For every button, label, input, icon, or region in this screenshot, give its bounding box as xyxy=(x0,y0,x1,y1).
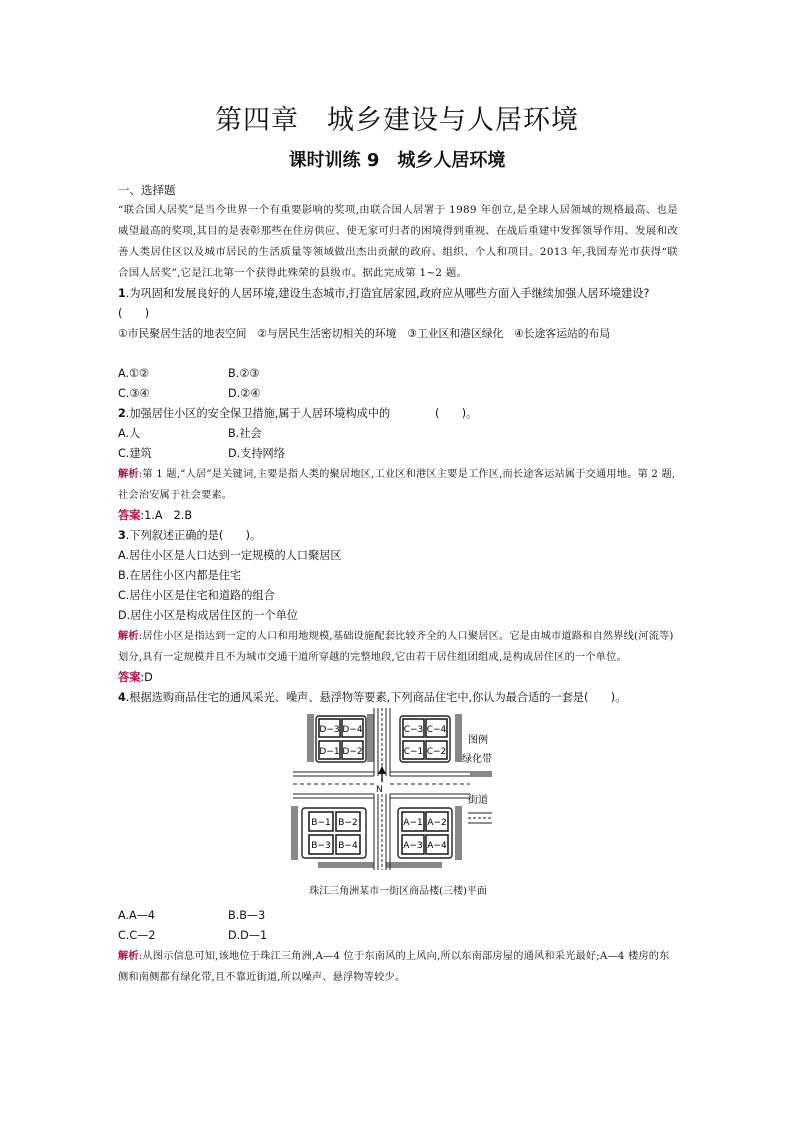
north-arrow-head xyxy=(378,766,386,774)
unit-c-3: C−3 xyxy=(403,725,424,735)
answer-text: :1.A 2.B xyxy=(140,509,193,522)
option-a: A.居住小区是人口达到一定规模的人口聚居区 xyxy=(118,549,342,562)
street-plan-figure xyxy=(118,708,678,886)
legend-green-label: 绿化带 xyxy=(462,754,492,765)
question-3 xyxy=(118,526,678,546)
green-belt xyxy=(455,714,462,762)
analysis-3 xyxy=(118,626,678,668)
content xyxy=(118,180,678,988)
analysis-text: :从图示信息可知,该地位于珠江三角洲,A—4 位于东南风的上风向,所以东南部房屋的通风和采光最好;A—4 楼房的东侧和南侧都有绿化带,且不靠近街道,所以噪声、悬浮物等较少。 xyxy=(118,951,670,983)
green-belt xyxy=(367,714,374,762)
option-c: C.居住小区是住宅和道路的组合 xyxy=(118,589,275,602)
option-d: D.D—1 xyxy=(228,929,268,942)
analysis-label: 解析 xyxy=(118,469,139,480)
option-d: D.②④ xyxy=(228,387,261,400)
analysis-1-2 xyxy=(118,464,678,506)
option-d: D.居住小区是构成居住区的一个单位 xyxy=(118,609,298,622)
question-4-options xyxy=(118,906,678,946)
question-number: 1 xyxy=(118,287,126,300)
unit-b-3: B−3 xyxy=(311,841,331,851)
unit-c-2: C−2 xyxy=(426,747,447,757)
question-1-items: ①市民聚居生活的地表空间 ②与居民生活密切相关的环境 ③工业区和港区绿化 ④长途客运站的布局 xyxy=(118,327,611,340)
answer-1-2 xyxy=(118,506,678,526)
unit-a-3: A−3 xyxy=(403,841,423,851)
unit-a-2: A−2 xyxy=(427,818,447,828)
option-a: A.人 xyxy=(118,427,141,440)
legend-title: 图例 xyxy=(468,735,488,746)
answer-3 xyxy=(118,668,678,688)
option-b: B.在居住小区内都是住宅 xyxy=(118,569,242,582)
question-number: 4 xyxy=(118,691,126,704)
green-belt xyxy=(455,806,462,860)
green-belt xyxy=(291,806,298,860)
unit-d-4: D−4 xyxy=(342,725,363,735)
street-plan-diagram xyxy=(118,708,678,886)
analysis-label: 解析 xyxy=(118,631,139,642)
analysis-label: 解析 xyxy=(118,951,139,962)
question-1-options xyxy=(118,364,678,404)
unit-b-4: B−4 xyxy=(338,841,358,851)
figure-caption: 珠江三角洲某市一街区商品楼(三楼)平面 xyxy=(309,886,487,897)
question-text: .为巩固和发展良好的人居环境,建设生态城市,打造宜居家园,政府应从哪些方面入手继续加强人居环境建设?( ) xyxy=(118,287,650,320)
option-b: B.②③ xyxy=(228,367,260,380)
green-belt xyxy=(386,862,442,868)
unit-a-4: A−4 xyxy=(427,841,447,851)
option-b: B.B—3 xyxy=(228,909,266,922)
answer-label: 答案 xyxy=(118,509,141,522)
answer-text: :D xyxy=(140,671,153,684)
option-a: A.①② xyxy=(118,367,150,380)
unit-c-1: C−1 xyxy=(403,747,424,757)
answer-label: 答案 xyxy=(118,671,141,684)
unit-c-4: C−4 xyxy=(426,725,447,735)
intro-paragraph: “联合国人居奖”是当今世界一个有重要影响的奖项,由联合国人居署于 1989 年创立,是全球人居领域的规格最高、也是威望最高的奖项,其目的是表彰那些在住房供应、使无家可归者的困境得到重视、在战后重建中发挥领导作用、发展和改善人类居住区以及城市居民的生活质量等领域做出杰出贡献的政府、组织、个人和项目。2013 年,我国寿光市获得“联合国人居奖”,它是江北第一个获得此殊荣的县级市。据此完成第 1~2 题。 xyxy=(118,204,678,279)
question-2-options xyxy=(118,424,678,464)
unit-b-2: B−2 xyxy=(338,818,358,828)
chapter-title: 第四章 城乡建设与人居环境 xyxy=(215,105,579,136)
unit-d-3: D−3 xyxy=(319,725,340,735)
option-c: C.建筑 xyxy=(118,447,152,460)
unit-d-2: D−2 xyxy=(342,747,363,757)
north-label: N xyxy=(376,785,383,795)
green-belt xyxy=(307,714,314,762)
legend-green-swatch xyxy=(470,771,492,777)
analysis-text: :第 1 题,“人居”是关键词,主要是指人类的聚居地区,工业区和港区主要是工作区,而长途客运站属于交通用地。第 2 题,社会治安属于社会要素。 xyxy=(118,469,676,501)
lesson-title: 课时训练 9 城乡人居环境 xyxy=(288,150,506,171)
question-text: .根据选购商品住宅的通风采光、噪声、悬浮物等要素,下列商品住宅中,你认为最合适的一套是( )。 xyxy=(125,691,627,704)
unit-d-1: D−1 xyxy=(319,747,340,757)
analysis-4 xyxy=(118,946,678,988)
section-label: 一、选择题 xyxy=(118,183,176,197)
option-b: B.社会 xyxy=(228,427,262,440)
option-d: D.支持网络 xyxy=(228,447,285,460)
option-c: C.C—2 xyxy=(118,929,156,942)
legend-street-label: 街道 xyxy=(468,795,488,806)
question-2 xyxy=(118,404,678,424)
green-belt xyxy=(318,862,374,868)
option-c: C.③④ xyxy=(118,387,150,400)
question-number: 2 xyxy=(118,407,126,420)
question-1 xyxy=(118,284,678,324)
unit-b-1: B−1 xyxy=(311,818,331,828)
question-text: .下列叙述正确的是( )。 xyxy=(125,529,262,542)
question-4 xyxy=(118,688,678,708)
unit-a-1: A−1 xyxy=(403,818,423,828)
option-a: A.A—4 xyxy=(118,909,155,922)
question-text: .加强居住小区的安全保卫措施,属于人居环境构成中的 ( )。 xyxy=(125,407,478,420)
question-number: 3 xyxy=(118,529,126,542)
analysis-text: :居住小区是指达到一定的人口和用地规模,基础设施配套比较齐全的人口聚居区。它是由城市道路和自然界线(河流等)划分,具有一定规模并且不为城市交通干道所穿越的完整地段,它由若干居住组团组成,是构成居住区的一个单位。 xyxy=(118,631,674,663)
